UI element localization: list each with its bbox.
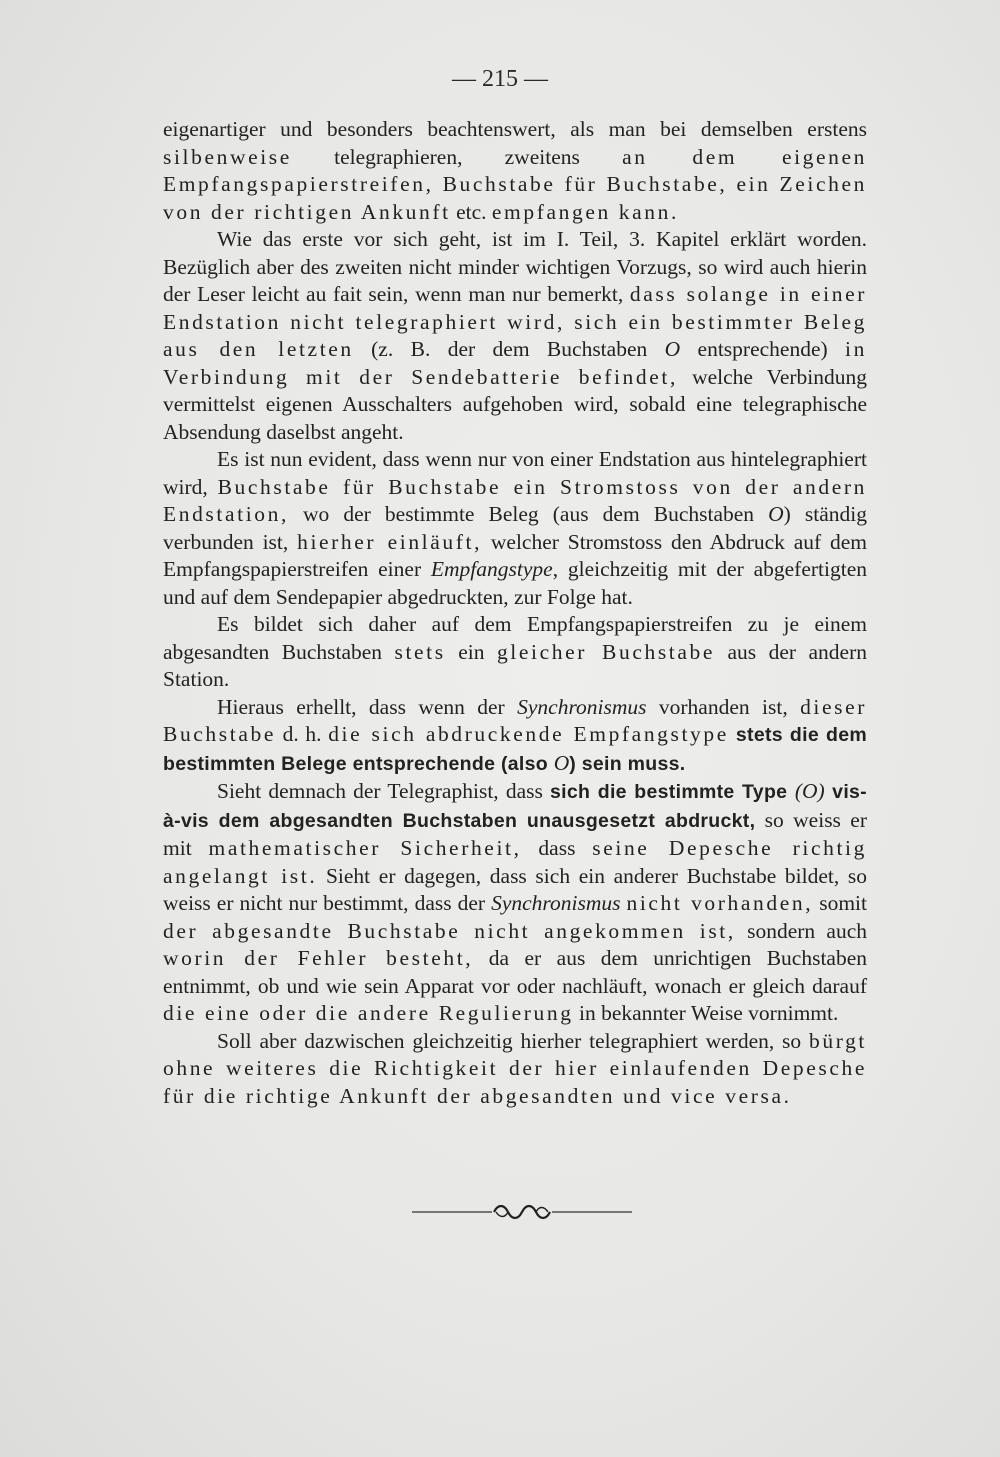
text-run: empfangen kann. — [491, 199, 679, 224]
text-run: stets — [394, 639, 446, 664]
text-run: Soll aber dazwischen gleichzeitig hierher telegraphiert werden, so — [217, 1028, 809, 1053]
text-run: hierher einläuft, — [297, 529, 483, 554]
text-run: dieser Buchstabe — [163, 694, 868, 746]
body-text — [163, 116, 867, 1110]
text-run: (z. B. der dem Buchstaben — [353, 337, 665, 361]
text-run: sich die bestimmte Type — [550, 781, 795, 803]
paragraph — [163, 1028, 867, 1111]
text-run: dass solange in einer Endstation nicht telegraphiert wird, sich ein bestimmter Beleg aus den letzten — [163, 282, 868, 361]
text-run: seine Depesche richtig angelangt ist. — [163, 836, 867, 888]
text-run: etc. — [450, 199, 492, 224]
text-run: welche Verbindung vermittelst eigenen Ausschalters aufgehoben wird, sobald eine telegraphische Absendung daselbst angeht. — [163, 364, 868, 444]
text-run: d. h. — [275, 722, 329, 746]
text-run: eigenartiger und besonders beachtenswert, als man bei demselben erstens — [163, 117, 867, 141]
text-run: stets die dem bestimmten Belege entsprechende (also — [163, 724, 867, 775]
text-run: O — [664, 337, 681, 361]
text-run: an dem eigenen Empfangspapierstreifen, Buchstabe für Buchstabe, ein Zeichen von der richtigen Ankunft — [163, 144, 868, 224]
text-run: nicht vorhanden, — [626, 891, 814, 915]
text-run: entsprechende) — [680, 337, 846, 361]
text-run: so weiss er mit — [163, 807, 867, 860]
text-run: ) ständig verbunden ist, — [163, 502, 867, 554]
text-run: O — [553, 750, 570, 775]
text-run: Es bildet sich daher auf dem Empfangspapierstreifen zu je einem abgesandten Buchstaben — [163, 612, 867, 664]
text-run: Empfangstype — [430, 557, 553, 581]
text-run: somit — [813, 891, 867, 915]
text-run: ein — [445, 639, 497, 664]
paragraph — [163, 611, 867, 694]
paragraph — [163, 446, 867, 611]
text-run: Synchronismus — [491, 891, 621, 915]
text-run: sondern auch — [735, 918, 867, 943]
text-run: vorhanden ist, — [646, 694, 801, 719]
text-run: , gleichzeitig mit der abgefertigten und auf dem Sendepapier abgedruckten, zur Folge hat. — [163, 557, 867, 609]
page-number: — 215 — — [452, 66, 548, 92]
text-run: worin der Fehler besteht, — [163, 946, 474, 970]
text-run: silbenweise — [163, 144, 292, 169]
text-run: Es ist nun evident, dass wenn nur von einer Endstation aus hintelegraphiert wird, — [163, 447, 867, 499]
paragraph — [163, 226, 867, 446]
text-run: wo der bestimmte Beleg (aus dem Buchstaben — [288, 502, 769, 526]
paragraph — [163, 694, 867, 779]
ornament-divider-icon — [412, 1200, 632, 1224]
paragraph — [163, 778, 867, 1028]
text-run: O — [768, 502, 784, 526]
text-run: Wie das erste vor sich geht, ist im I. Teil, 3. Kapitel erklärt worden. Bezüglich aber des zweiten nicht minder wichtigen Vorzugs, so wird auch hierin der Leser leicht au fait sein, wenn man nur bemerkt, — [163, 227, 867, 306]
text-run: gleicher Buchstabe — [496, 639, 715, 664]
text-run: Synchronismus — [517, 694, 647, 719]
text-run: vis-à-vis dem abgesandten Buchstaben unausgesetzt abdruckt, — [163, 781, 867, 832]
text-run: da er aus dem unrichtigen Buchstaben entnimmt, ob und wie sein Apparat vor oder nachläuft, wonach er gleich darauf — [163, 946, 867, 998]
text-run: dass — [521, 836, 593, 860]
text-run: in Verbindung mit der Sendebatterie befindet, — [163, 337, 867, 389]
text-run: telegraphieren, zweitens — [291, 144, 623, 169]
text-run: welcher Stromstoss den Abdruck auf dem Empfangspapierstreifen einer — [163, 529, 867, 581]
text-run: der abgesandte Buchstabe nicht angekommen ist, — [163, 918, 736, 943]
text-run: ) sein muss. — [569, 752, 686, 775]
text-run: die eine oder die andere Regulierung — [163, 1001, 574, 1025]
paragraph — [163, 116, 867, 226]
text-run: Hieraus erhellt, dass wenn der — [217, 694, 518, 719]
text-run: bürgt ohne weiteres die Richtigkeit der hier einlaufenden Depesche für die richtige Ankunft der abgesandten und vice versa. — [163, 1028, 867, 1108]
text-run: Sieht demnach der Telegraphist, dass — [217, 779, 551, 803]
text-run: aus der andern Station. — [163, 639, 867, 691]
text-run: mathematischer Sicherheit, — [208, 836, 522, 860]
text-run: Sieht er dagegen, dass sich ein anderer Buchstabe bildet, so weiss er nicht nur bestimmt, dass der — [163, 863, 867, 915]
text-run: (O) — [794, 779, 825, 803]
text-run: Buchstabe für Buchstabe ein Stromstoss von der andern Endstation, — [163, 474, 867, 526]
text-run: in bekannter Weise vornimmt. — [573, 1001, 839, 1025]
text-run: die sich abdruckende Empfangstype — [328, 722, 729, 746]
